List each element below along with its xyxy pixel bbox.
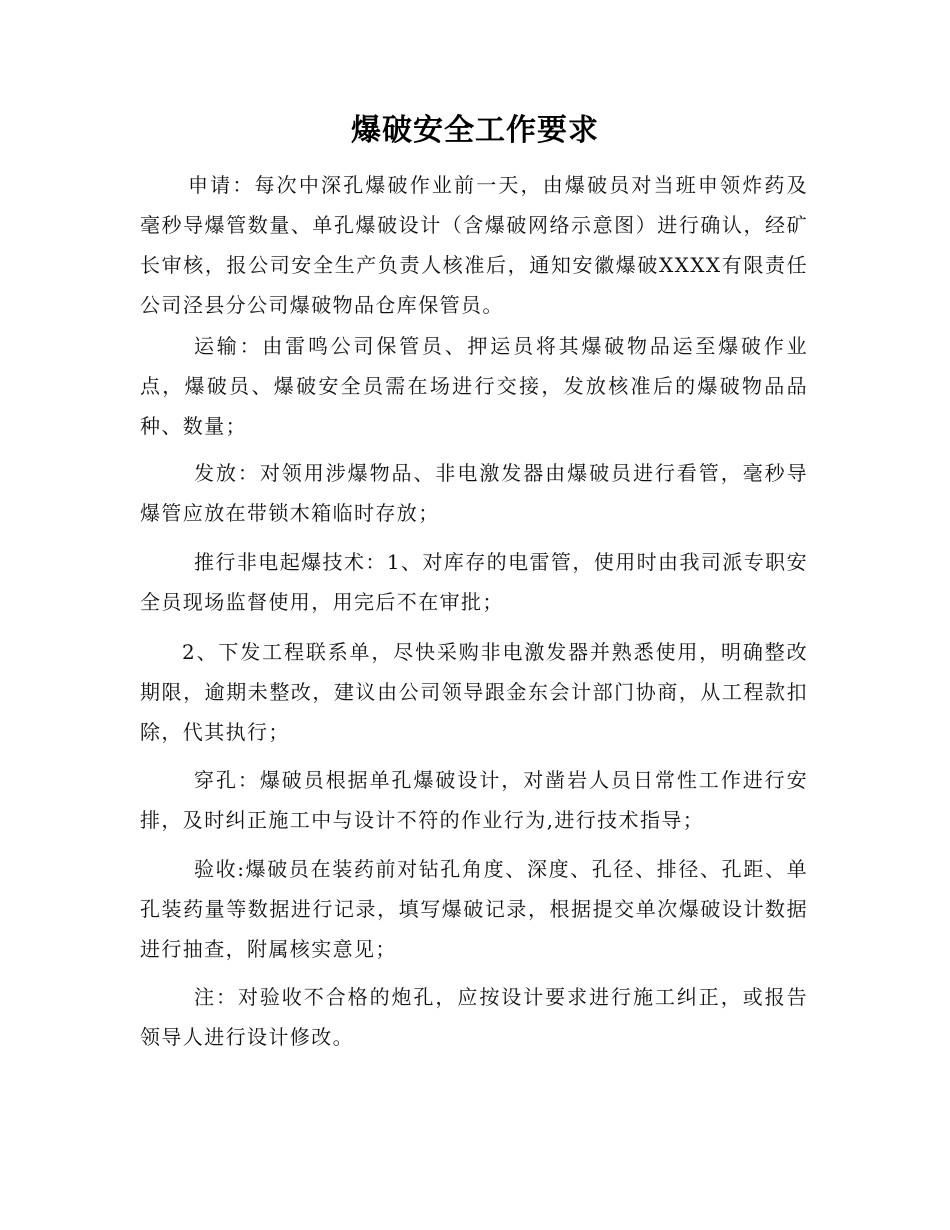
paragraph-non-electric-initiation: 推行非电起爆技术：1、对库存的电雷管，使用时由我司派专职安全员现场监督使用，用完后不在审批；	[140, 550, 808, 614]
paragraph-drilling: 穿孔：爆破员根据单孔爆破设计，对凿岩人员日常性工作进行安排，及时纠正施工中与设计不符的作业行为,进行技术指导；	[140, 768, 808, 832]
paragraph-acceptance: 验收:爆破员在装药前对钻孔角度、深度、孔径、排径、孔距、单孔装药量等数据进行记录，填写爆破记录，根据提交单次爆破设计数据进行抽查，附属核实意见；	[140, 857, 808, 961]
paragraph-transport: 运输：由雷鸣公司保管员、押运员将其爆破物品运至爆破作业点，爆破员、爆破安全员需在场进行交接，发放核准后的爆破物品品种、数量；	[140, 334, 808, 438]
paragraph-note: 注：对验收不合格的炮孔，应按设计要求进行施工纠正，或报告领导人进行设计修改。	[140, 985, 808, 1049]
paragraph-application: 申请：每次中深孔爆破作业前一天，由爆破员对当班申领炸药及毫秒导爆管数量、单孔爆破设计（含爆破网络示意图）进行确认，经矿长审核，报公司安全生产负责人核准后，通知安徽爆破XXXX有限责任公司泾县分公司爆破物品仓库保管员。	[140, 173, 808, 317]
paragraph-distribution: 发放：对领用涉爆物品、非电激发器由爆破员进行看管，毫秒导爆管应放在带锁木箱临时存放；	[140, 461, 808, 525]
document-title: 爆破安全工作要求	[351, 113, 599, 148]
paragraph-work-contact-sheet: 2、下发工程联系单，尽快采购非电激发器并熟悉使用，明确整改期限，逾期未整改，建议由公司领导跟金东会计部门协商，从工程款扣除，代其执行；	[140, 640, 808, 744]
